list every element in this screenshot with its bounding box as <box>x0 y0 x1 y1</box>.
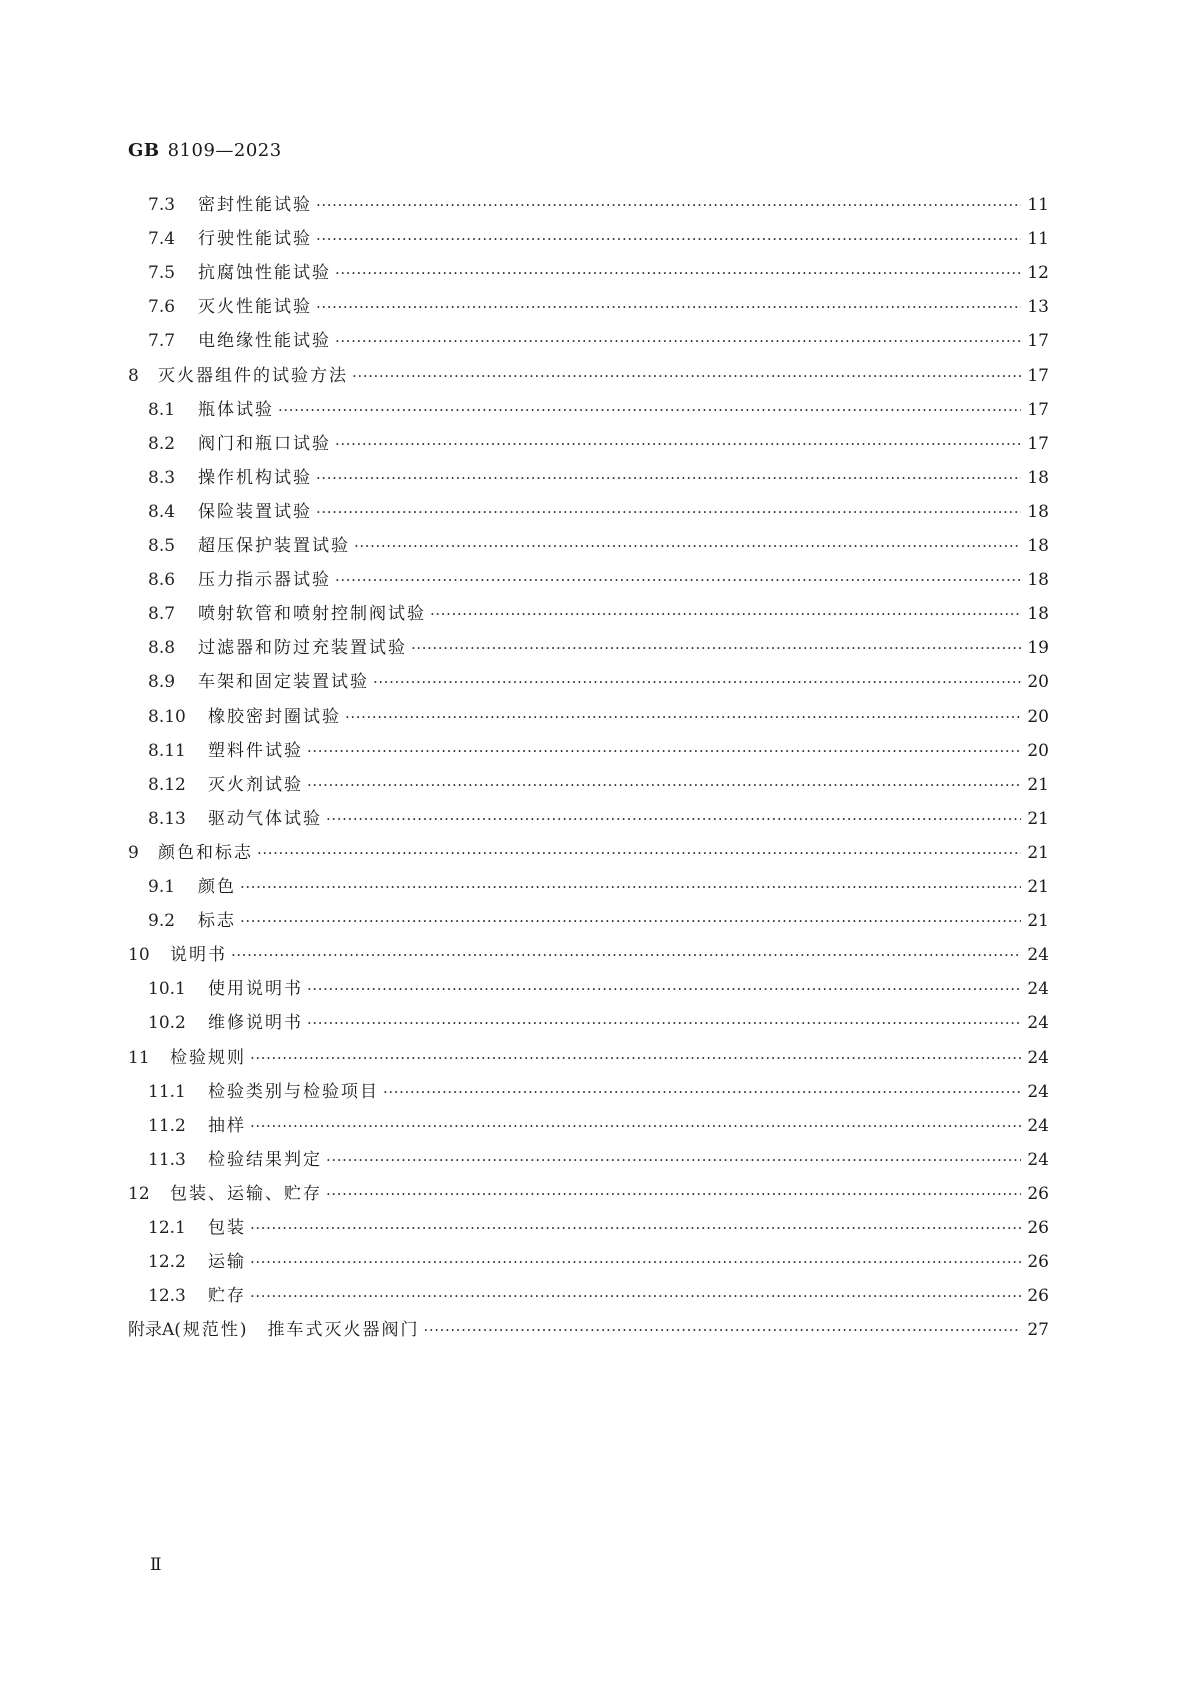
dot-leader <box>326 805 1021 833</box>
toc-entry-number: 8.9 <box>148 672 176 693</box>
toc-entry-number: 11.2 <box>148 1115 186 1136</box>
toc-entry-page: 27 <box>1027 1320 1049 1341</box>
dot-leader <box>354 532 1021 560</box>
toc-entry-title: 说明书 <box>170 945 227 966</box>
dot-leader <box>316 225 1021 253</box>
toc-entry-page: 21 <box>1027 911 1049 932</box>
standard-number: 8109—2023 <box>167 140 282 161</box>
toc-entry-title: 车架和固定装置试验 <box>198 672 369 693</box>
dot-leader <box>383 1078 1021 1106</box>
toc-entry[interactable] <box>148 396 1049 424</box>
dot-leader <box>307 771 1021 799</box>
toc-entry-number: 8.1 <box>148 399 176 420</box>
dot-leader <box>240 907 1021 935</box>
page-number: Ⅱ <box>150 1555 162 1575</box>
toc-entry-page: 13 <box>1027 297 1049 318</box>
toc-entry[interactable] <box>148 464 1049 492</box>
toc-entry[interactable] <box>148 668 1049 696</box>
toc-entry-number: 7.6 <box>148 297 176 318</box>
dot-leader <box>316 498 1021 526</box>
dot-leader <box>250 1248 1021 1276</box>
toc-entry[interactable] <box>128 362 1049 390</box>
toc-entry-page: 17 <box>1027 365 1049 386</box>
toc-entry-page: 17 <box>1027 399 1049 420</box>
dot-leader <box>307 737 1021 765</box>
toc-entry-page: 24 <box>1027 1013 1049 1034</box>
toc-entry-number: 7.5 <box>148 263 176 284</box>
toc-entry-page: 18 <box>1027 536 1049 556</box>
toc-entry-title: 灭火性能试验 <box>198 297 312 318</box>
toc-entry-number: 12.3 <box>148 1286 186 1307</box>
dot-leader <box>345 703 1021 731</box>
toc-entry-number: 11 <box>128 1047 150 1068</box>
toc-entry-page: 26 <box>1027 1252 1049 1273</box>
dot-leader <box>307 975 1021 1003</box>
toc-entry[interactable] <box>148 975 1049 1003</box>
toc-entry-number: 8.10 <box>148 706 186 727</box>
toc-entry[interactable] <box>148 1248 1049 1276</box>
dot-leader <box>257 839 1021 867</box>
toc-entry[interactable] <box>128 1180 1049 1208</box>
toc-entry-number: 8.2 <box>148 433 176 454</box>
toc-entry-page: 21 <box>1027 808 1049 829</box>
toc-entry-title: 包装 <box>208 1218 246 1238</box>
toc-entry-number: 9 <box>128 842 139 863</box>
toc-entry-title: 抗腐蚀性能试验 <box>198 263 331 284</box>
toc-entry-number: 11.3 <box>148 1149 186 1170</box>
toc-entry-title: 保险装置试验 <box>198 501 312 522</box>
toc-entry-page: 21 <box>1027 842 1049 863</box>
dot-leader <box>373 668 1021 696</box>
toc-entry-number: 10 <box>128 945 150 966</box>
toc-entry-title: 灭火剂试验 <box>208 774 303 795</box>
toc-entry[interactable] <box>148 498 1049 526</box>
toc-entry-page: 11 <box>1027 229 1049 250</box>
toc-entry-number: 7.3 <box>148 195 176 215</box>
toc-entry-number: 8.11 <box>148 740 186 761</box>
toc-entry[interactable] <box>148 805 1049 833</box>
dot-leader <box>335 566 1021 594</box>
toc-entry-title: 抽样 <box>208 1115 246 1136</box>
toc-entry-title: 密封性能试验 <box>198 195 312 215</box>
toc-entry[interactable] <box>148 430 1049 458</box>
toc-entry-page: 24 <box>1027 1115 1049 1136</box>
toc-entry-number: 9.2 <box>148 911 176 932</box>
toc-entry-page: 26 <box>1027 1183 1049 1204</box>
toc-entry-title: 检验类别与检验项目 <box>208 1081 379 1102</box>
dot-leader <box>307 1009 1021 1037</box>
toc-entry[interactable] <box>148 737 1049 765</box>
toc-entry-page: 24 <box>1027 979 1049 1000</box>
dot-leader <box>411 634 1021 662</box>
toc-entry-number: 8.12 <box>148 774 186 795</box>
toc-entry-page: 21 <box>1027 774 1049 795</box>
toc-entry-title: 塑料件试验 <box>208 740 303 761</box>
toc-entry[interactable] <box>148 634 1049 662</box>
toc-entry[interactable] <box>148 600 1049 628</box>
toc-entry[interactable] <box>148 225 1049 253</box>
toc-entry-page: 24 <box>1027 1149 1049 1170</box>
toc-entry[interactable] <box>148 1009 1049 1037</box>
toc-entry-page: 24 <box>1027 1047 1049 1068</box>
toc-entry-number: 12.2 <box>148 1252 186 1273</box>
dot-leader <box>335 327 1021 355</box>
toc-entry-page: 26 <box>1027 1218 1049 1238</box>
toc-entry-number: 8.8 <box>148 638 176 659</box>
dot-leader <box>250 1214 1021 1242</box>
dot-leader <box>250 1282 1021 1310</box>
toc-entry[interactable] <box>148 907 1049 935</box>
toc-entry[interactable] <box>128 1044 1049 1072</box>
toc-entry-page: 20 <box>1027 740 1049 761</box>
toc-entry-page: 18 <box>1027 570 1049 591</box>
toc-entry[interactable] <box>148 259 1049 287</box>
toc-entry-title: 灭火器组件的试验方法 <box>158 365 348 386</box>
dot-leader <box>316 191 1021 219</box>
dot-leader <box>335 259 1021 287</box>
toc-entry-number: 附录A <box>128 1320 175 1341</box>
toc-entry[interactable] <box>148 293 1049 321</box>
toc-entry-number: 8.5 <box>148 536 176 556</box>
toc-entry-page: 11 <box>1027 195 1049 215</box>
toc-entry[interactable] <box>128 941 1049 969</box>
dot-leader <box>326 1180 1021 1208</box>
toc-entry-title: 使用说明书 <box>208 979 303 1000</box>
toc-entry[interactable] <box>148 873 1049 901</box>
toc-entry-title: 包装、运输、贮存 <box>170 1183 322 1204</box>
toc-entry-title: 过滤器和防过充装置试验 <box>198 638 407 659</box>
toc-entry-page: 20 <box>1027 672 1049 693</box>
standard-prefix: GB <box>128 140 160 161</box>
toc-entry-page: 20 <box>1027 706 1049 727</box>
toc-entry[interactable] <box>148 191 1049 219</box>
toc-entry[interactable] <box>128 1316 1049 1344</box>
toc-entry[interactable] <box>148 327 1049 355</box>
toc-entry-number: 7.4 <box>148 229 176 250</box>
dot-leader <box>250 1044 1021 1072</box>
toc-entry[interactable] <box>148 1078 1049 1106</box>
toc-entry-number: 12 <box>128 1183 150 1204</box>
dot-leader <box>316 293 1021 321</box>
toc-entry[interactable] <box>148 1282 1049 1310</box>
toc-entry-number: 12.1 <box>148 1218 186 1238</box>
toc-entry-title: 喷射软管和喷射控制阀试验 <box>198 604 426 625</box>
toc-entry-number: 10.1 <box>148 979 186 1000</box>
toc-entry-number: 8 <box>128 365 139 386</box>
toc-entry-page: 18 <box>1027 467 1049 488</box>
toc-entry-title: 贮存 <box>208 1286 246 1307</box>
toc-entry-page: 17 <box>1027 433 1049 454</box>
toc-entry-page: 17 <box>1027 331 1049 352</box>
toc-entry-title: 驱动气体试验 <box>208 808 322 829</box>
toc-entry-number: 8.6 <box>148 570 176 591</box>
toc-entry-title: 阀门和瓶口试验 <box>198 433 331 454</box>
toc-entry-number: 7.7 <box>148 331 176 352</box>
dot-leader <box>430 600 1021 628</box>
toc-entry-number: 8.4 <box>148 501 176 522</box>
toc-entry-title: 维修说明书 <box>208 1013 303 1034</box>
toc-entry-title: 橡胶密封圈试验 <box>208 706 341 727</box>
dot-leader <box>250 1112 1021 1140</box>
toc-entry-title: 颜色 <box>198 877 236 897</box>
toc-entry[interactable] <box>148 1146 1049 1174</box>
document-code <box>128 140 282 161</box>
toc-entry[interactable] <box>148 566 1049 594</box>
toc-entry-title: 检验结果判定 <box>208 1149 322 1170</box>
toc-entry[interactable] <box>148 1214 1049 1242</box>
toc-entry-title: 瓶体试验 <box>198 399 274 420</box>
toc-entry-page: 24 <box>1027 945 1049 966</box>
toc-entry-title: 颜色和标志 <box>158 842 253 863</box>
toc-entry-title: 操作机构试验 <box>198 467 312 488</box>
toc-entry-title: (规范性) 推车式灭火器阀门 <box>174 1320 420 1341</box>
toc-entry-number: 10.2 <box>148 1013 186 1034</box>
toc-entry-page: 18 <box>1027 501 1049 522</box>
toc-entry-page: 18 <box>1027 604 1049 625</box>
toc-entry-page: 12 <box>1027 263 1049 284</box>
toc-entry[interactable] <box>148 532 1049 560</box>
dot-leader <box>335 430 1021 458</box>
toc-entry[interactable] <box>148 771 1049 799</box>
dot-leader <box>231 941 1021 969</box>
dot-leader <box>278 396 1021 424</box>
toc-entry-title: 行驶性能试验 <box>198 229 312 250</box>
toc-entry-title: 电绝缘性能试验 <box>198 331 331 352</box>
dot-leader <box>316 464 1021 492</box>
toc-entry-number: 9.1 <box>148 877 176 897</box>
dot-leader <box>240 873 1021 901</box>
toc-entry-page: 26 <box>1027 1286 1049 1307</box>
toc-entry-title: 标志 <box>198 911 236 932</box>
dot-leader <box>352 362 1021 390</box>
toc-entry-page: 19 <box>1027 638 1049 659</box>
toc-entry[interactable] <box>128 839 1049 867</box>
toc-entry-page: 24 <box>1027 1081 1049 1102</box>
toc-entry[interactable] <box>148 1112 1049 1140</box>
dot-leader <box>424 1316 1021 1344</box>
toc-entry-title: 压力指示器试验 <box>198 570 331 591</box>
toc-entry[interactable] <box>148 703 1049 731</box>
toc-entry-title: 超压保护装置试验 <box>198 536 350 556</box>
toc-entry-number: 11.1 <box>148 1081 186 1102</box>
toc-entry-number: 8.13 <box>148 808 186 829</box>
toc-entry-title: 检验规则 <box>170 1047 246 1068</box>
toc-entry-page: 21 <box>1027 877 1049 897</box>
dot-leader <box>326 1146 1021 1174</box>
toc-entry-title: 运输 <box>208 1252 246 1273</box>
toc-entry-number: 8.3 <box>148 467 176 488</box>
toc-entry-number: 8.7 <box>148 604 176 625</box>
